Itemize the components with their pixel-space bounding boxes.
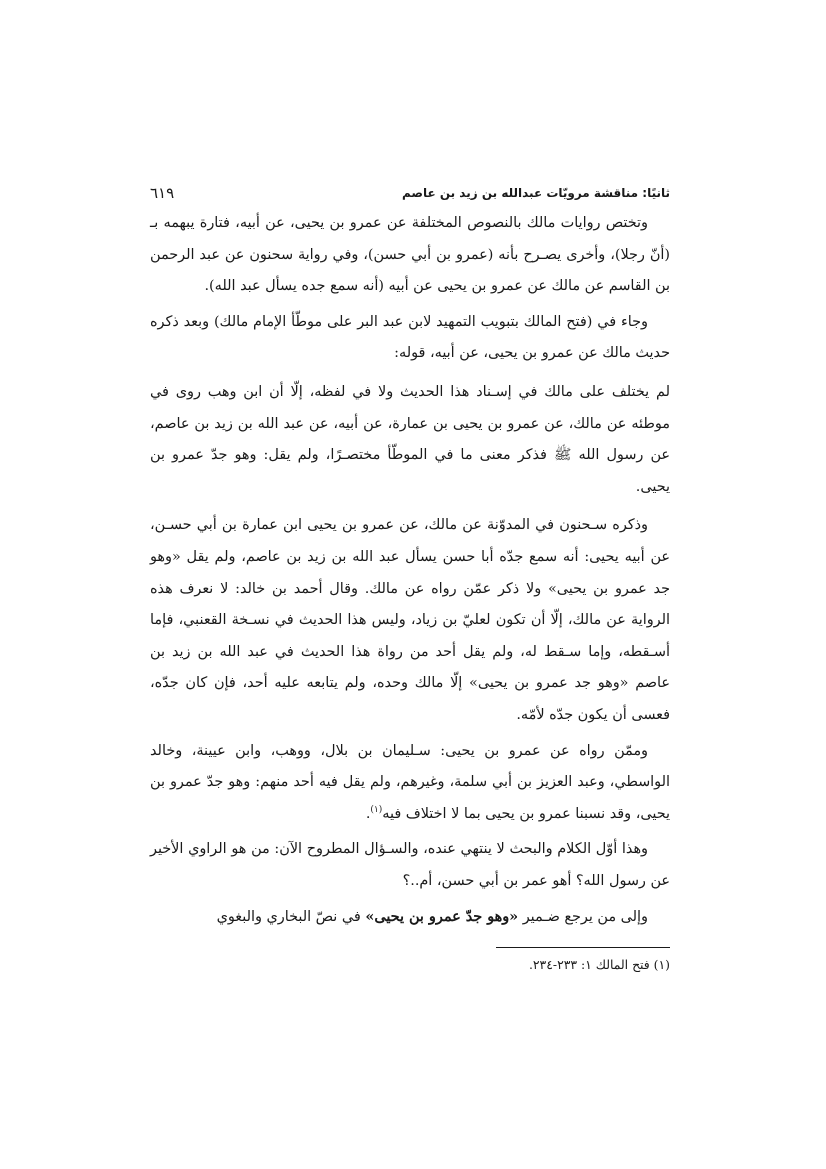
running-head bbox=[150, 180, 670, 206]
bold-quote: «وهو جدّ عمرو بن يحيى» bbox=[365, 908, 519, 926]
book-page bbox=[150, 180, 670, 976]
running-title: ثانيًا: مناقشة مرويّات عبدالله بن زيد بن عاصم bbox=[401, 186, 670, 200]
footnote-marker: (١) bbox=[370, 804, 383, 815]
paragraph-1: وتختص روايات مالك بالنصوص المختلفة عن عمرو بن يحيى، عن أبيه، فتارة يبهمه بـ (أنّ رجلا)، وأخرى يصـرح بأنه (عمرو بن أبي حسن)، وفي رواية سحنون عن عبد الرحمن بن القاسم عن مالك عن عمرو بن يحيى عن أبيه (أنه سمع جده يسأل عبد الله). bbox=[150, 215, 670, 295]
footnote-1: (١) فتح المالك ١: ٢٣٣-٢٣٤. bbox=[528, 957, 670, 973]
footnote-divider bbox=[496, 947, 670, 948]
paragraph-2: وجاء في (فتح المالك بتبويب التمهيد لابن عبد البر على موطّأ الإمام مالك) وبعد ذكره حديث مالك عن عمرو بن يحيى، عن أبيه، قوله: bbox=[150, 313, 670, 362]
paragraph-5-end: . bbox=[365, 805, 371, 822]
paragraph-6: وهذا أوّل الكلام والبحث لا ينتهي عنده، والسـؤال المطروح الآن: من هو الراوي الأخير عن رسول الله؟ أهو عمر بن أبي حسن، أم..؟ bbox=[150, 841, 670, 889]
paragraph-5 bbox=[150, 736, 670, 831]
paragraph-7-end: في نصّ البخاري والبغوي bbox=[216, 909, 366, 926]
body-text bbox=[150, 208, 670, 934]
paragraph-5-text: وممّن رواه عن عمرو بن يحيى: سـليمان بن بلال، ووهب، وابن عيينة، وخالد الواسطي، وعبد العزيز بن أبي سلمة، وغيرهم، ولم يقل فيه أحد منهم: وهو جدّ عمرو بن يحيى، وقد نسبنا عمرو بن يحيى بما لا اختلاف فيه bbox=[150, 742, 670, 822]
paragraph-7-start: وإلى من يرجع ضـمير bbox=[518, 909, 648, 926]
page-number: ٦١٩ bbox=[150, 184, 175, 202]
paragraph-4: وذكره سـحنون في المدوّنة عن مالك، عن عمرو بن يحيى ابن عمارة بن أبي حسـن، عن أبيه يحيى: أنه سمع جدّه أبا حسن يسأل عبد الله بن زيد بن عاصم، ولم يقل «وهو جد عمرو بن يحيى» ولا ذكر عمّن رواه عن مالك. وقال أحمد بن خالد: لا نعرف هذه الرواية عن مالك، إلّا أن تكون لعليّ بن زياد، وليس هذا الحديث في نسـخة القعنبي، فإما أسـقطه، وإما سـقط له، ولم يقل أحد من رواة هذا الحديث في عبد الله بن زيد بن عاصم «وهو جد عمرو بن يحيى» إلّا مالك وحده، ولم يتابعه عليه أحد، فإن كان جدّه، فعسى أن يكون جدّه لأمّه. bbox=[150, 517, 670, 723]
quoted-block: لم يختلف على مالك في إسـناد هذا الحديث ولا في لفظه، إلّا أن ابن وهب روى في موطئه عن مالك، عن عمرو بن يحيى بن عمارة، عن أبيه، عن عبد الله بن زيد بن عاصم، عن رسول الله ﷺ فذكر معنى ما في الموطّأ مختصـرًا، ولم يقل: وهو جدّ عمرو بن يحيى. bbox=[150, 383, 670, 495]
paragraph-7 bbox=[150, 901, 670, 934]
